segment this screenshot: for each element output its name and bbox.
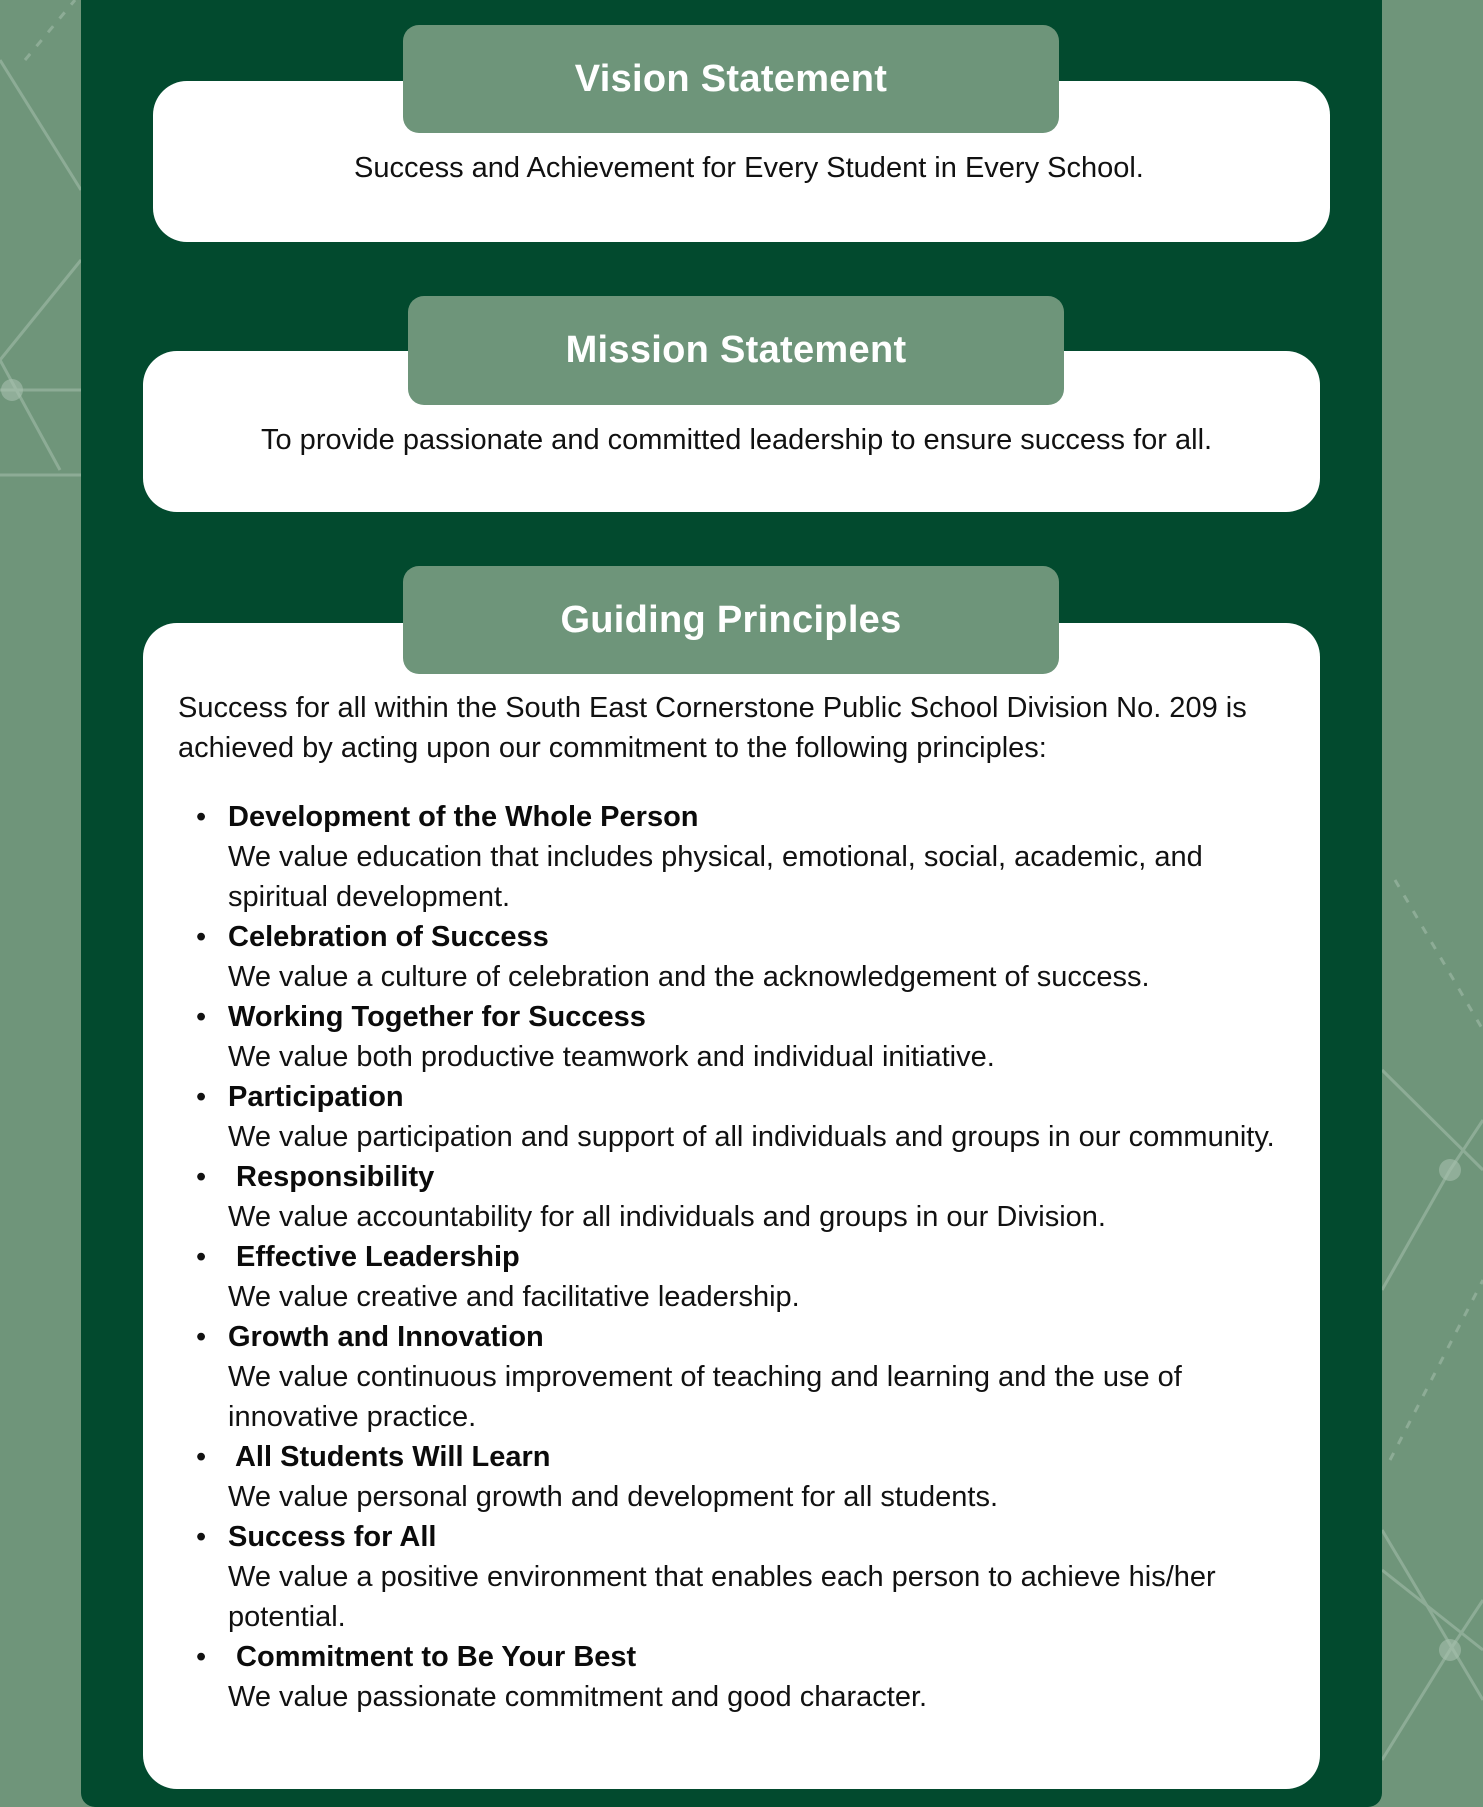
bullet-icon: • [196, 1641, 207, 1673]
principle-item [178, 1157, 1308, 1237]
bullet-icon: • [196, 1521, 207, 1553]
principle-title: Effective Leadership [228, 1241, 520, 1273]
vision-text: Success and Achievement for Every Student in Every School. [354, 152, 1144, 184]
principle-item [178, 1237, 1308, 1317]
bullet-icon: • [196, 1241, 207, 1273]
principle-description: We value continuous improvement of teaching and learning and the use of innovative practice. [228, 1361, 1182, 1433]
bullet-icon: • [196, 1161, 207, 1193]
bullet-icon: • [196, 801, 207, 833]
mission-text: To provide passionate and committed leadership to ensure success for all. [261, 424, 1213, 456]
principle-description: We value a culture of celebration and the acknowledgement of success. [228, 961, 1150, 993]
guiding-principles-intro: Success for all within the South East Cornerstone Public School Division No. 209 is achieved by acting upon our commitment to the following principles: [178, 692, 1247, 764]
principle-description: We value participation and support of all individuals and groups in our community. [228, 1121, 1275, 1153]
principle-description: We value passionate commitment and good character. [228, 1681, 928, 1713]
principle-description: We value both productive teamwork and individual initiative. [228, 1041, 995, 1073]
principle-title: Success for All [228, 1521, 437, 1553]
principles-list [178, 797, 1308, 1717]
bullet-icon: • [196, 1001, 207, 1033]
bullet-icon: • [196, 921, 207, 953]
principle-description: We value accountability for all individuals and groups in our Division. [228, 1201, 1106, 1233]
principle-title: Commitment to Be Your Best [228, 1641, 637, 1673]
vision-title: Vision Statement [403, 25, 1059, 133]
principle-title: All Students Will Learn [228, 1441, 551, 1473]
bullet-icon: • [196, 1441, 207, 1473]
principle-item [178, 1317, 1308, 1437]
principle-description: We value personal growth and development for all students. [228, 1481, 999, 1513]
principle-title: Working Together for Success [228, 1001, 646, 1033]
principle-title: Growth and Innovation [228, 1321, 544, 1353]
principle-item [178, 917, 1308, 997]
principle-item [178, 1077, 1308, 1157]
principle-item [178, 1437, 1308, 1517]
principle-item [178, 997, 1308, 1077]
principle-item [178, 797, 1308, 917]
principle-description: We value education that includes physical, emotional, social, academic, and spiritual development. [228, 841, 1203, 913]
principle-item [178, 1517, 1308, 1637]
principle-title: Celebration of Success [228, 921, 549, 953]
principle-item [178, 1637, 1308, 1717]
principle-title: Participation [228, 1081, 404, 1113]
principle-description: We value a positive environment that enables each person to achieve his/her potential. [228, 1561, 1216, 1633]
guiding-principles-title: Guiding Principles [403, 566, 1059, 674]
mission-title: Mission Statement [408, 296, 1064, 405]
bullet-icon: • [196, 1081, 207, 1113]
principle-description: We value creative and facilitative leadership. [228, 1281, 800, 1313]
principle-title: Development of the Whole Person [228, 801, 699, 833]
bullet-icon: • [196, 1321, 207, 1353]
principle-title: Responsibility [228, 1161, 435, 1193]
